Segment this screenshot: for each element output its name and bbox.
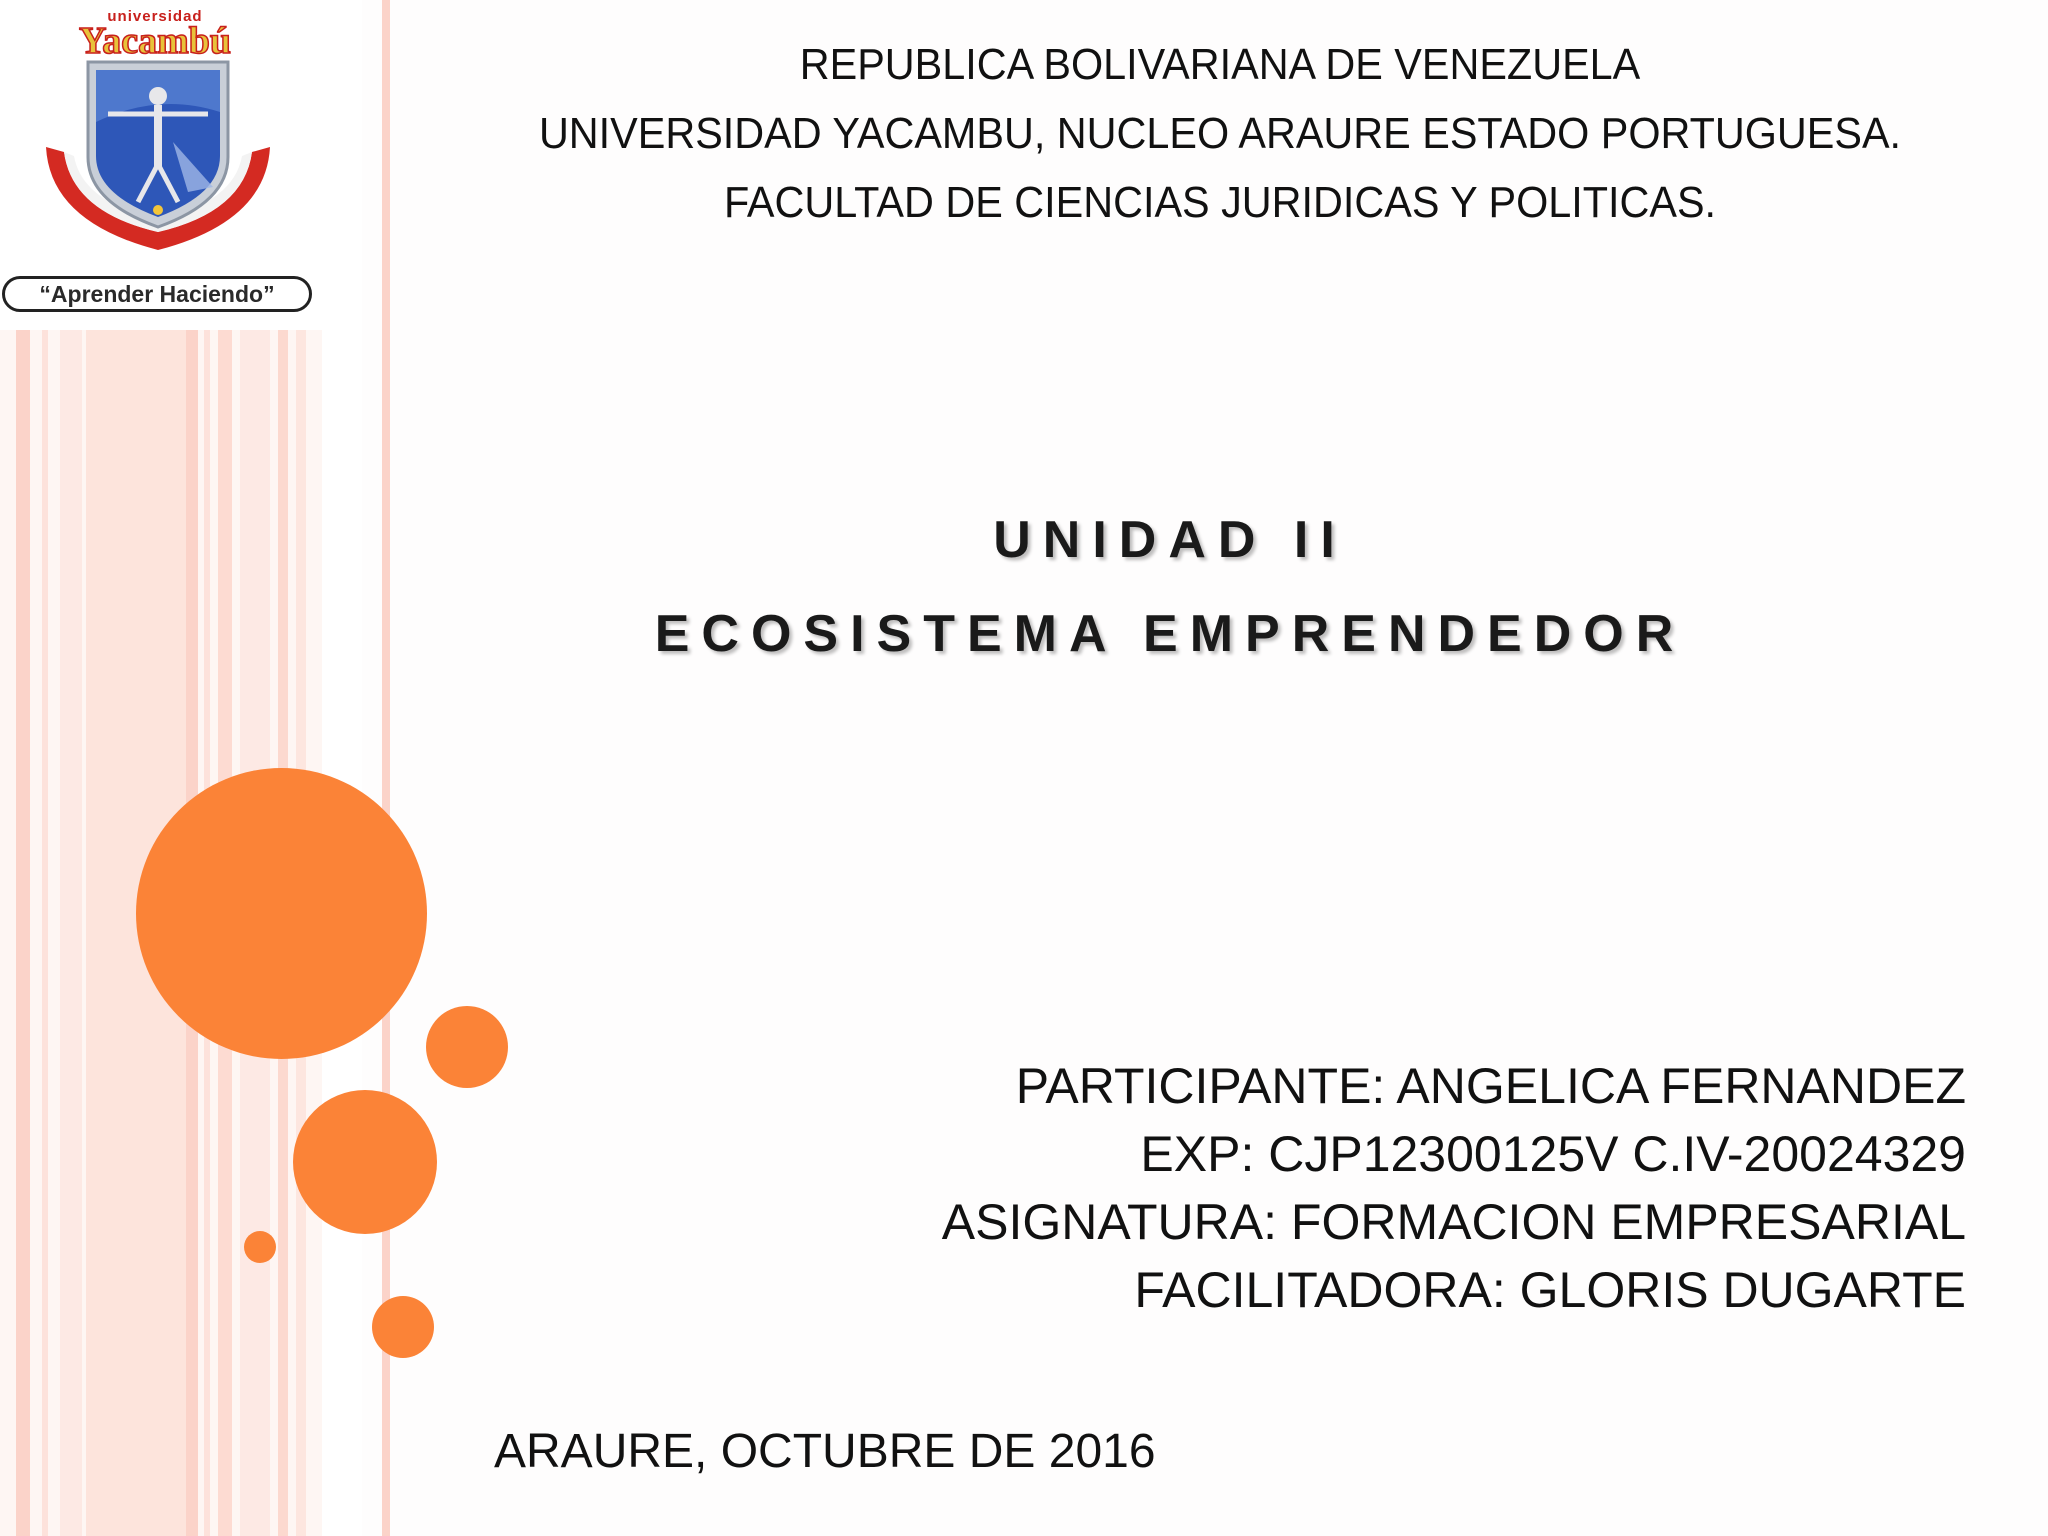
participant-name: PARTICIPANTE: ANGELICA FERNANDEZ — [1015, 1058, 1966, 1114]
header-university: UNIVERSIDAD YACAMBU, NUCLEO ARAURE ESTADO PORTUGUESA. — [538, 109, 1902, 158]
decorative-circle-small — [372, 1296, 434, 1358]
unit-title: UNIDAD II — [993, 511, 1347, 569]
decorative-circle-medium — [293, 1090, 437, 1234]
decorative-circle-large — [136, 768, 427, 1059]
participant-id: EXP: CJP12300125V C.IV-20024329 — [1140, 1126, 1966, 1182]
decorative-circle-tiny — [244, 1231, 276, 1263]
participant-info — [942, 1052, 1966, 1324]
decorative-circle-small — [426, 1006, 508, 1088]
logo-motto: “Aprender Haciendo” — [2, 276, 312, 312]
facilitator-name: FACILITADORA: GLORIS DUGARTE — [1134, 1262, 1966, 1318]
university-logo — [0, 0, 325, 330]
institution-header — [400, 30, 2040, 237]
logo-brand-text: Yacambú — [78, 20, 232, 62]
header-faculty: FACULTAD DE CIENCIAS JURIDICAS Y POLITICAS. — [723, 178, 1717, 227]
place-date: ARAURE, OCTUBRE DE 2016 — [494, 1425, 1156, 1478]
course-name: ASIGNATURA: FORMACION EMPRESARIAL — [941, 1194, 1966, 1250]
header-country: REPUBLICA BOLIVARIANA DE VENEZUELA — [799, 40, 1641, 89]
logo-top-text: universidad — [107, 8, 203, 25]
stripe — [322, 0, 362, 1536]
topic-title: ECOSISTEMA EMPRENDEDOR — [654, 605, 1686, 663]
university-shield-icon — [38, 52, 278, 262]
